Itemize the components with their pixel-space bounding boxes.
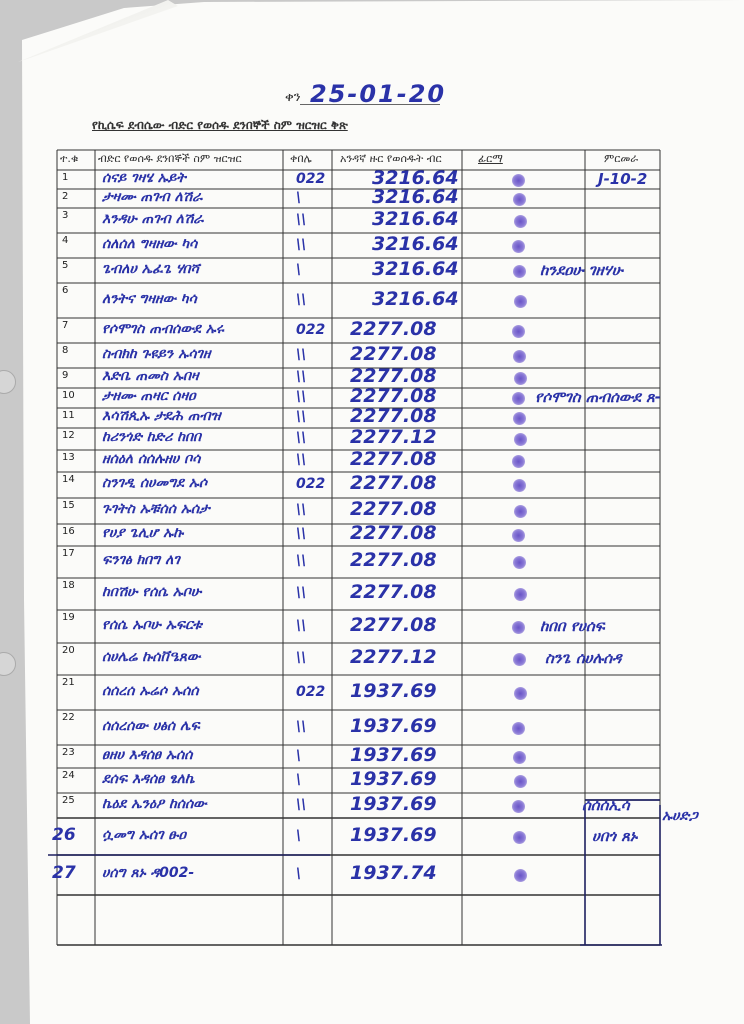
row-number: 27 — [52, 863, 76, 883]
customer-name: ሰሰረሰ ኡሬሶ ኡሰሰ — [102, 682, 199, 699]
loan-amount: 1937.74 — [350, 862, 437, 884]
loan-amount: 3216.64 — [372, 166, 459, 189]
row-number: 23 — [62, 747, 75, 758]
remark: ሀበጎ ጸኑ — [592, 826, 638, 845]
thumbprint-signature — [512, 174, 525, 187]
thumbprint-signature — [514, 505, 527, 518]
row-number: 19 — [62, 612, 75, 623]
thumbprint-signature — [514, 295, 527, 308]
thumbprint-signature — [512, 240, 525, 253]
loan-amount: 2277.08 — [350, 472, 437, 494]
row-number: 5 — [62, 260, 69, 271]
row-number: 24 — [62, 770, 75, 781]
kebele: \ — [296, 771, 302, 788]
row-number: 16 — [62, 526, 75, 537]
customer-name: ከሪንጎድ ከድሪ ከበበ — [102, 429, 202, 445]
kebele: \\ — [296, 211, 307, 228]
kebele: \\ — [296, 526, 307, 542]
row-number: 8 — [62, 345, 69, 356]
customer-name: ሰሀሌሬ ኩሰቨዔጸው — [102, 649, 201, 665]
loan-amount: 2277.08 — [350, 448, 437, 470]
customer-name: ታዘሙ ጠዛር ሰዛዐ — [102, 388, 196, 404]
thumbprint-signature — [513, 412, 526, 425]
customer-name: ኬዕደ ኤንዕዖ ከሰሰው — [102, 795, 207, 812]
row-number: 3 — [62, 210, 69, 221]
thumbprint-signature — [512, 722, 525, 735]
customer-name: ሰናይ ገዛሄ ኡይት — [102, 169, 186, 186]
loan-amount: 1937.69 — [350, 767, 437, 790]
thumbprint-signature — [514, 869, 527, 882]
loan-amount: 3216.64 — [372, 207, 459, 230]
kebele: \ — [296, 747, 302, 764]
row-number: 14 — [62, 474, 75, 485]
loan-amount: 2277.08 — [350, 405, 437, 427]
row-number: 26 — [52, 824, 76, 845]
kebele: \ — [296, 866, 302, 882]
customer-name: እሳሽጲኡ ታደሕ ጠብዝ — [102, 408, 221, 424]
kebele: 022 — [296, 683, 326, 700]
loan-amount: 2277.08 — [350, 522, 437, 544]
thumbprint-signature — [512, 325, 525, 338]
loan-amount: 2277.08 — [350, 342, 437, 365]
kebele: 022 — [296, 321, 326, 338]
thumbprint-signature — [513, 350, 526, 363]
loan-amount: 2277.12 — [350, 426, 437, 448]
loan-amount: 2277.08 — [350, 581, 437, 603]
customer-name: የሀያ ጌሊሆ ኡኩ — [102, 525, 184, 541]
row-number: 4 — [62, 235, 69, 246]
thumbprint-signature — [512, 621, 525, 634]
loan-amount: 2277.08 — [350, 498, 437, 520]
row-number: 2 — [62, 191, 69, 202]
thumbprint-signature — [513, 751, 526, 764]
loan-amount: 1937.69 — [350, 714, 437, 737]
loan-amount: 2277.08 — [350, 613, 437, 636]
customer-name: ጉገትስ ኡቹሰሰ ኡሰታ — [102, 501, 210, 517]
thumbprint-signature — [513, 653, 526, 666]
kebele: \\ — [296, 796, 307, 813]
kebele: \\ — [296, 409, 307, 425]
customer-name: ከበሽሁ የሰሴ ኡቦሁ — [102, 584, 202, 600]
row-number: 21 — [62, 677, 75, 688]
column-header-no: ተ.ቁ — [60, 152, 79, 165]
thumbprint-signature — [514, 372, 527, 385]
remark: ከንደዐሁ ገዘሃሁ — [540, 260, 623, 279]
row-number: 1 — [62, 172, 69, 183]
remark: ሰሰሰኢሳ — [582, 795, 630, 814]
loan-amount: 3216.64 — [372, 185, 459, 208]
customer-name: ለንትና ግዛዘው ካሳ — [102, 290, 197, 307]
loan-amount: 2277.08 — [350, 365, 437, 387]
kebele: \\ — [296, 291, 307, 308]
kebele: \\ — [296, 617, 307, 634]
column-header-signature: ፊርማ — [478, 152, 503, 165]
customer-name: ዘሰዕለ ሰሰሉዘሀ ቦሳ — [102, 451, 201, 467]
thumbprint-signature — [514, 433, 527, 446]
side-note: ኡሀድጋ — [662, 808, 698, 824]
thumbprint-signature — [512, 800, 525, 813]
column-header-amount: አንዳኛ ዙር የወሰዱት ብር — [340, 152, 442, 165]
loan-amount: 2277.08 — [350, 385, 437, 407]
customer-name: ሰሰረሰው ሀፅሰ ሌፍ — [102, 717, 200, 734]
customer-name: የሶሞገስ ጠብሰውደ ኡሩ — [102, 320, 224, 337]
remark: የሶሞገስ ጠብሰውደ ጸ- — [535, 388, 661, 406]
kebele: \\ — [296, 502, 307, 518]
kebele: \\ — [296, 585, 307, 601]
loan-amount: 1937.69 — [350, 823, 437, 846]
kebele: \\ — [296, 718, 307, 735]
kebele: \\ — [296, 389, 307, 405]
customer-name: ሰለሰለ ግዛዘው ካሳ — [102, 235, 198, 252]
kebele: \\ — [296, 346, 307, 363]
remark: J-10-2 — [598, 169, 648, 188]
row-number: 13 — [62, 452, 75, 463]
customer-name: ፍንገፅ ክበግ ለገ — [102, 552, 180, 568]
thumbprint-signature — [512, 392, 525, 405]
column-header-remark: ምርመራ — [604, 152, 639, 165]
thumbprint-signature — [513, 831, 526, 844]
customer-name: እንዳሁ ጠገብ ለሽራ — [102, 210, 204, 227]
row-number: 9 — [62, 370, 69, 381]
column-header-kebele: ቀበሌ — [290, 152, 312, 165]
thumbprint-signature — [512, 455, 525, 468]
row-number: 22 — [62, 712, 75, 723]
loan-amount: 2277.08 — [350, 317, 437, 340]
column-header-name: ብድር የወሰዱ ደንበኞች ስም ዝርዝር — [98, 152, 242, 165]
loan-amount: 1937.69 — [350, 792, 437, 815]
loan-amount: 3216.64 — [372, 287, 459, 310]
customer-name: ስንገዲ ሰሀመግደ ኡሶ — [102, 475, 208, 491]
row-number: 10 — [62, 390, 75, 401]
customer-name: ደሰፍ እዳሰፀ ፄለኬ — [102, 770, 195, 787]
loan-amount: 1937.69 — [350, 679, 437, 702]
kebele: \\ — [296, 452, 307, 468]
customer-name: እድቤ ጠመስ ኡበዛ — [102, 368, 199, 384]
kebele: \\ — [296, 369, 307, 385]
row-number: 6 — [62, 285, 69, 296]
customer-name: የሰሴ ኡቦሁ ኡፍርቱ — [102, 616, 202, 633]
customer-name: ሷመግ ኡሰገ ፁዐ — [102, 826, 186, 843]
kebele: \ — [296, 261, 302, 278]
kebele: 022 — [296, 476, 326, 492]
row-number: 11 — [62, 410, 75, 421]
loan-amount: 3216.64 — [372, 257, 459, 280]
thumbprint-signature — [514, 215, 527, 228]
customer-name: ስብክከ ጉዩይን ኡሳገዘ — [102, 345, 211, 362]
customer-name: ታዛሙ ጠገብ ለሽራ — [102, 188, 203, 205]
kebele: \ — [296, 189, 302, 206]
loan-amount: 3216.64 — [372, 232, 459, 255]
customer-name: ሀሰግ ጸኑ ዳ002- — [102, 865, 195, 881]
kebele: 022 — [296, 170, 326, 187]
thumbprint-signature — [514, 687, 527, 700]
row-number: 15 — [62, 500, 75, 511]
row-number: 18 — [62, 580, 75, 591]
remark: ስንጌ ሰሀሉሰዳ — [545, 649, 622, 667]
row-number: 7 — [62, 320, 69, 331]
row-number: 12 — [62, 430, 75, 441]
kebele: \\ — [296, 553, 307, 569]
row-number: 25 — [62, 795, 75, 806]
remark: ከበበ የሀሰፍ — [540, 616, 605, 635]
kebele: \\ — [296, 236, 307, 253]
loan-amount: 1937.69 — [350, 743, 437, 766]
customer-name: ጌብለሀ ኤፈጌ ሃበሻ — [102, 260, 200, 277]
date-value: 25-01-20 — [310, 80, 447, 108]
customer-name: ፀዘሀ እዳሰፀ ኡሰሰ — [102, 746, 193, 763]
row-number: 17 — [62, 548, 75, 559]
loan-amount: 2277.12 — [350, 646, 437, 668]
thumbprint-signature — [513, 193, 526, 206]
thumbprint-signature — [512, 529, 525, 542]
loan-amount: 2277.08 — [350, 549, 437, 571]
document-title: የኪሴፍ ደብሴው ብድር የወሰዱ ደንበኞች ስም ዝርዝር ቅጽ — [92, 118, 348, 132]
row-number: 20 — [62, 645, 75, 656]
kebele: \\ — [296, 430, 307, 446]
date-label: ቀን — [285, 90, 301, 105]
thumbprint-signature — [514, 588, 527, 601]
thumbprint-signature — [513, 479, 526, 492]
thumbprint-signature — [513, 265, 526, 278]
thumbprint-signature — [514, 775, 527, 788]
kebele: \ — [296, 827, 302, 844]
kebele: \\ — [296, 650, 307, 666]
thumbprint-signature — [513, 556, 526, 569]
